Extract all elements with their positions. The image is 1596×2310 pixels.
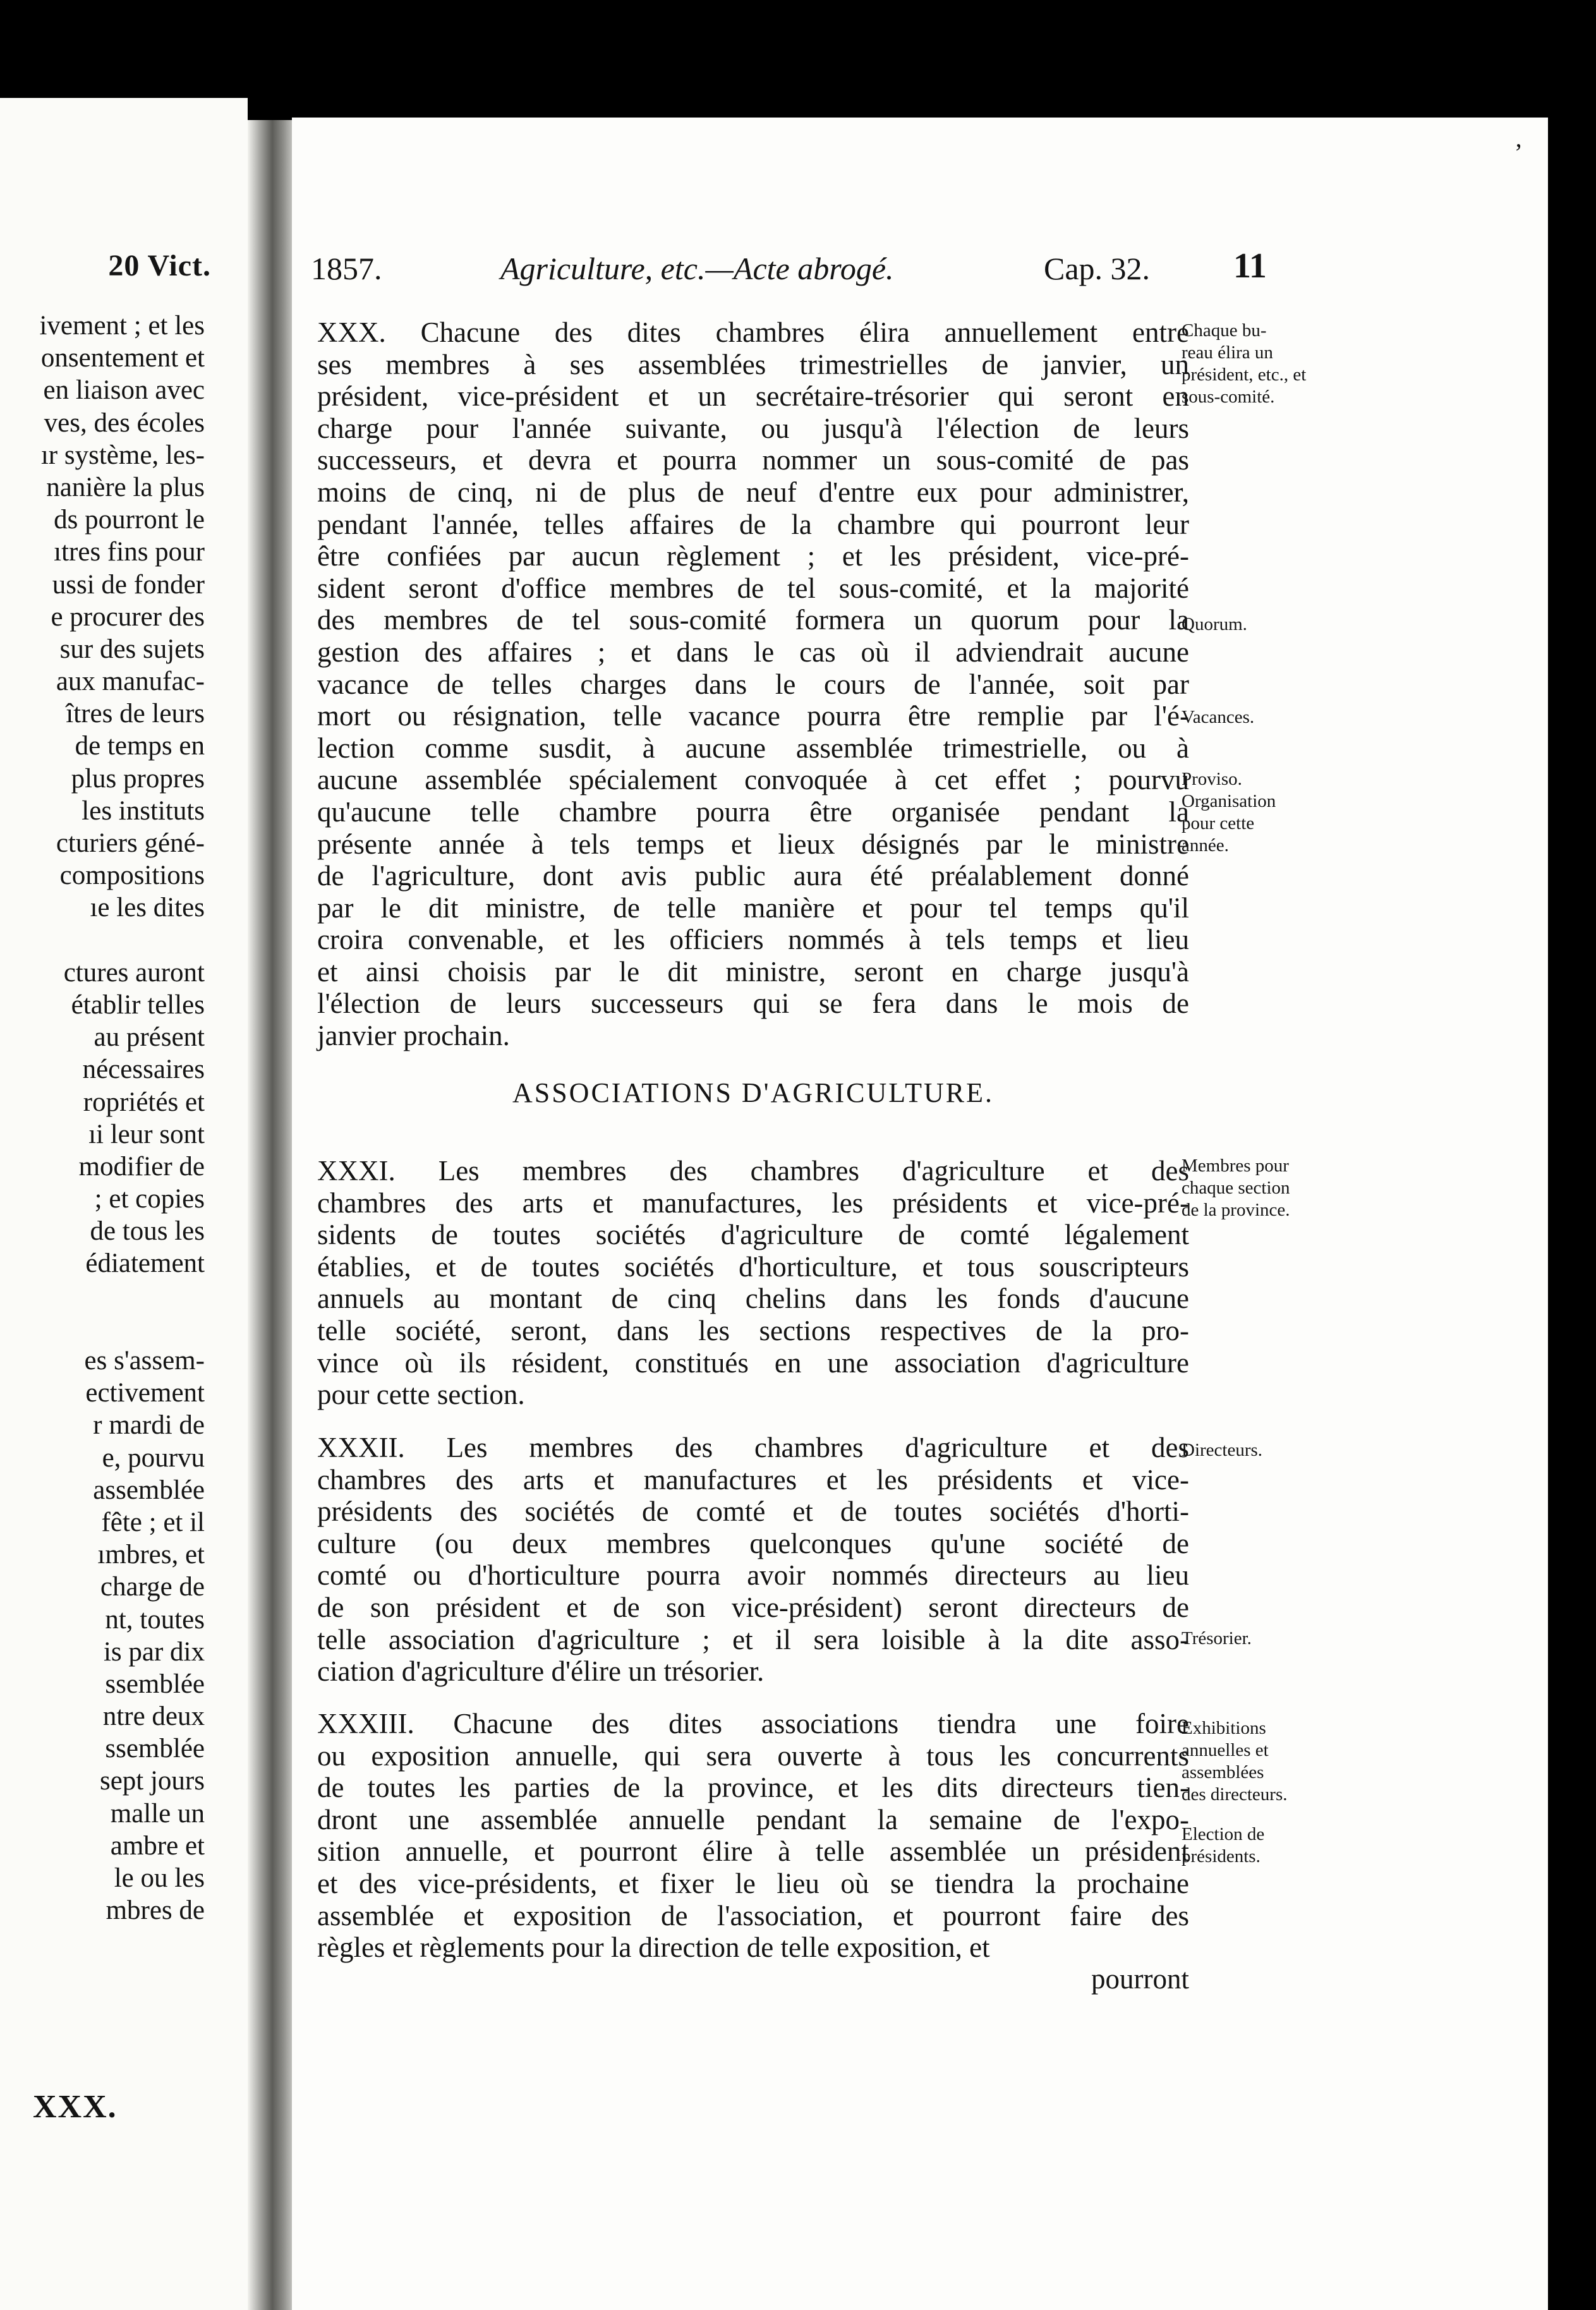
side-note-vacances	[1182, 706, 1321, 729]
catchword-block	[317, 1963, 1189, 1995]
text-line: par le dit ministre, de telle manière et pour tel temps qu'il	[317, 892, 1189, 924]
left-line: r mardi de	[93, 1410, 205, 1441]
binding-gutter	[248, 120, 297, 2310]
section-heading: ASSOCIATIONS D'AGRICULTURE.	[512, 1077, 994, 1108]
left-line: au présent	[94, 1022, 205, 1053]
text-line: sident seront d'office membres de tel sous-comité, et la majorité	[317, 572, 1189, 604]
left-line: ıtres fins pour	[54, 537, 205, 567]
text-line: de l'agriculture, dont avis public aura été préalablement donné	[317, 860, 1189, 892]
page-corner-mark: ʼ	[1514, 138, 1523, 167]
left-page-catchword: XXX.	[33, 2089, 118, 2125]
left-line	[0, 924, 205, 957]
text-line: vacance de telles charges dans le cours de l'année, soit par	[317, 668, 1189, 700]
text-line: président, vice-président et un secrétaire-trésorier qui seront en	[317, 380, 1189, 413]
section-xxxiii	[317, 1708, 1189, 1964]
text-line: telle société, seront, dans les sections respectives de la pro-	[317, 1314, 1189, 1346]
side-note-line: Organisation	[1182, 791, 1276, 811]
text-line: XXX. Chacune des dites chambres élira annuellement entre	[317, 317, 1189, 348]
side-note-tresorier	[1182, 1628, 1321, 1650]
text-line: et ainsi choisis par le dit ministre, seront en charge jusqu'à	[317, 955, 1189, 988]
text-line: ou exposition annuelle, qui sera ouverte à tous les concurrents	[317, 1739, 1189, 1772]
left-line: cturiers géné-	[56, 828, 205, 858]
left-line: ır système, les-	[40, 440, 205, 470]
text-line: établies, et de toutes sociétés d'horticulture, et tous souscripteurs	[317, 1250, 1189, 1283]
left-line: ıe les dites	[90, 893, 205, 923]
side-note-exhibitions	[1182, 1717, 1321, 1806]
side-note-line: des directeurs.	[1182, 1784, 1288, 1805]
left-line: assemblée	[93, 1475, 205, 1505]
left-line: ; et copies	[94, 1184, 205, 1214]
side-note-line: année.	[1182, 835, 1229, 856]
side-note-line: Exhibitions	[1182, 1718, 1266, 1738]
text-line: XXXIII. Chacune des dites associations tiendra une foire	[317, 1708, 1189, 1739]
text-line: sition annuelle, et pourront élire à telle assemblée un président	[317, 1835, 1189, 1868]
left-line: compositions	[59, 861, 205, 891]
left-line: e, pourvu	[102, 1442, 205, 1473]
text-line: chambres des arts et manufactures et les présidents et vice-	[317, 1463, 1189, 1496]
text-line: annuels au montant de cinq chelins dans les fonds d'aucune	[317, 1283, 1189, 1315]
side-note-line: Directeurs.	[1182, 1440, 1263, 1460]
left-line: malle un	[110, 1798, 205, 1829]
left-line: sur des sujets	[59, 634, 205, 664]
left-line: ssemblée	[105, 1734, 205, 1764]
running-head-year: 1857.	[311, 251, 382, 286]
side-note-directeurs	[1182, 1439, 1321, 1461]
text-line: XXXI. Les membres des chambres d'agriculture et des	[317, 1155, 1189, 1187]
text-line: pour cette section.	[317, 1379, 525, 1411]
side-note-line: Trésorier.	[1182, 1628, 1252, 1648]
text-line: charge pour l'année suivante, ou jusqu'à l'élection de leurs	[317, 412, 1189, 444]
text-line: de toutes les parties de la province, et les dits directeurs tien-	[317, 1772, 1189, 1804]
text-line: des membres de tel sous-comité formera un quorum pour la	[317, 604, 1189, 636]
text-line: dront une assemblée annuelle pendant la semaine de l'expo-	[317, 1803, 1189, 1835]
side-note-membres	[1182, 1155, 1321, 1221]
left-line: ctures auront	[63, 957, 205, 988]
left-line: édiatement	[85, 1249, 205, 1279]
text-line: qu'aucune telle chambre pourra être organisée pendant la	[317, 795, 1189, 828]
text-line: lection comme susdit, à aucune assemblée trimestrielle, ou à	[317, 732, 1189, 764]
text-line: aucune assemblée spécialement convoquée à cet effet ; pourvu	[317, 764, 1189, 796]
section-xxxii	[317, 1432, 1189, 1688]
text-line: janvier prochain.	[317, 1020, 510, 1052]
left-line: ds pourront le	[54, 505, 205, 535]
side-note-line: président, etc., et	[1182, 365, 1307, 385]
running-head-chapter: Cap. 32.	[1044, 251, 1151, 286]
text-line: telle association d'agriculture ; et il sera loisible à la dite asso-	[317, 1623, 1189, 1655]
text-line: sidents de toutes sociétés d'agriculture de comté légalement	[317, 1219, 1189, 1251]
text-line: croira convenable, et les officiers nommés à tels temps et lieu	[317, 924, 1189, 956]
left-line: ıi leur sont	[88, 1119, 205, 1149]
left-line: onsentement et	[40, 343, 205, 373]
side-note-line: Vacances.	[1182, 707, 1255, 727]
side-note-line: Membres pour	[1182, 1156, 1289, 1176]
side-note-line: chaque section	[1182, 1178, 1290, 1198]
text-line: moins de cinq, ni de plus de neuf d'entre eux pour administrer,	[317, 476, 1189, 508]
text-line: de son président et de son vice-président) seront directeurs de	[317, 1591, 1189, 1623]
side-note-line: assemblées	[1182, 1762, 1264, 1782]
left-line	[0, 1312, 205, 1345]
left-line: ectivement	[85, 1378, 205, 1408]
text-line: culture (ou deux membres quelconques qu'une société de	[317, 1527, 1189, 1559]
left-line: ropriétés et	[83, 1087, 205, 1117]
text-line: ciation d'agriculture d'élire un trésorier.	[317, 1655, 765, 1688]
side-note-line: reau élira un	[1182, 342, 1273, 363]
section-xxx	[317, 317, 1189, 1052]
left-line: de tous les	[90, 1216, 205, 1247]
side-note-line: pour cette	[1182, 813, 1255, 833]
left-line: plus propres	[71, 763, 205, 794]
side-note-quorum	[1182, 614, 1321, 636]
catchword: pourront	[1091, 1963, 1189, 1995]
text-line: vince où ils résident, constitués en une association d'agriculture	[317, 1346, 1189, 1379]
running-head-title: Agriculture, etc.—Acte abrogé.	[500, 251, 894, 286]
left-line: ntre deux	[102, 1702, 205, 1732]
left-line: nanière la plus	[46, 472, 205, 502]
side-note-election	[1182, 1823, 1321, 1868]
side-note-line: de la province.	[1182, 1200, 1290, 1220]
left-line: ves, des écoles	[44, 408, 205, 438]
section-xxxi	[317, 1155, 1189, 1411]
left-line	[0, 1280, 205, 1312]
side-note-bureau	[1182, 320, 1321, 408]
left-line: nt, toutes	[105, 1604, 205, 1635]
left-line: établir telles	[71, 989, 205, 1020]
text-line: être confiées par aucun règlement ; et les président, vice-pré-	[317, 540, 1189, 572]
side-note-line: Quorum.	[1182, 614, 1247, 634]
side-note-line: présidents.	[1182, 1846, 1260, 1866]
left-line: îtres de leurs	[66, 699, 205, 729]
text-line: règles et règlements pour la direction de telle exposition, et	[317, 1932, 990, 1964]
side-note-proviso	[1182, 768, 1321, 857]
left-line: ivement ; et les	[39, 311, 205, 341]
side-note-line: annuelles et	[1182, 1740, 1269, 1760]
left-line: en liaison avec	[43, 375, 205, 406]
left-line: les instituts	[82, 795, 205, 826]
left-line: aux manufac-	[56, 667, 205, 697]
left-page-header: 20 Vict.	[108, 249, 211, 282]
text-line: ses membres à ses assemblées trimestrielles de janvier, un	[317, 348, 1189, 380]
left-line: mbres de	[106, 1896, 205, 1926]
text-line: assemblée et exposition de l'association, et pourront faire des	[317, 1899, 1189, 1932]
left-line: is par dix	[103, 1636, 205, 1667]
text-line: l'élection de leurs successeurs qui se fera dans le mois de	[317, 988, 1189, 1020]
left-line: modifier de	[78, 1151, 205, 1182]
left-line: nécessaires	[82, 1055, 205, 1085]
left-line: ssemblée	[105, 1669, 205, 1699]
page-number: 11	[1233, 246, 1267, 286]
text-line: pendant l'année, telles affaires de la chambre qui pourront leur	[317, 508, 1189, 540]
right-page	[292, 118, 1548, 2310]
text-line: mort ou résignation, telle vacance pourra être remplie par l'é-	[317, 700, 1189, 732]
left-line: ambre et	[110, 1830, 205, 1861]
text-line: successeurs, et devra et pourra nommer un sous-comité de pas	[317, 444, 1189, 476]
side-note-line: Election de	[1182, 1824, 1265, 1844]
left-line: ussi de fonder	[52, 569, 205, 600]
left-line: charge de	[100, 1572, 205, 1602]
left-line: fête ; et il	[101, 1507, 205, 1537]
left-page	[0, 98, 248, 2310]
text-line: et des vice-présidents, et fixer le lieu où se tiendra la prochaine	[317, 1867, 1189, 1899]
left-page-text	[0, 310, 205, 1926]
left-line: de temps en	[75, 731, 205, 761]
left-line: le ou les	[114, 1863, 205, 1893]
text-line: chambres des arts et manufactures, les présidents et vice-pré-	[317, 1187, 1189, 1219]
text-line: XXXII. Les membres des chambres d'agriculture et des	[317, 1432, 1189, 1463]
text-line: présidents des sociétés de comté et de toutes sociétés d'horti-	[317, 1496, 1189, 1528]
left-line: e procurer des	[51, 602, 205, 632]
side-note-line: Chaque bu-	[1182, 320, 1267, 341]
text-line: présente année à tels temps et lieux désignés par le ministre	[317, 828, 1189, 860]
left-line: ımbres, et	[97, 1540, 205, 1570]
left-line: es s'assem-	[84, 1346, 205, 1376]
text-line: comté ou d'horticulture pourra avoir nommés directeurs au lieu	[317, 1559, 1189, 1592]
side-note-line: sous-comité.	[1182, 387, 1275, 407]
text-line: gestion des affaires ; et dans le cas où il adviendrait aucune	[317, 636, 1189, 668]
side-note-line: Proviso.	[1182, 769, 1242, 789]
left-line: sept jours	[99, 1766, 205, 1796]
